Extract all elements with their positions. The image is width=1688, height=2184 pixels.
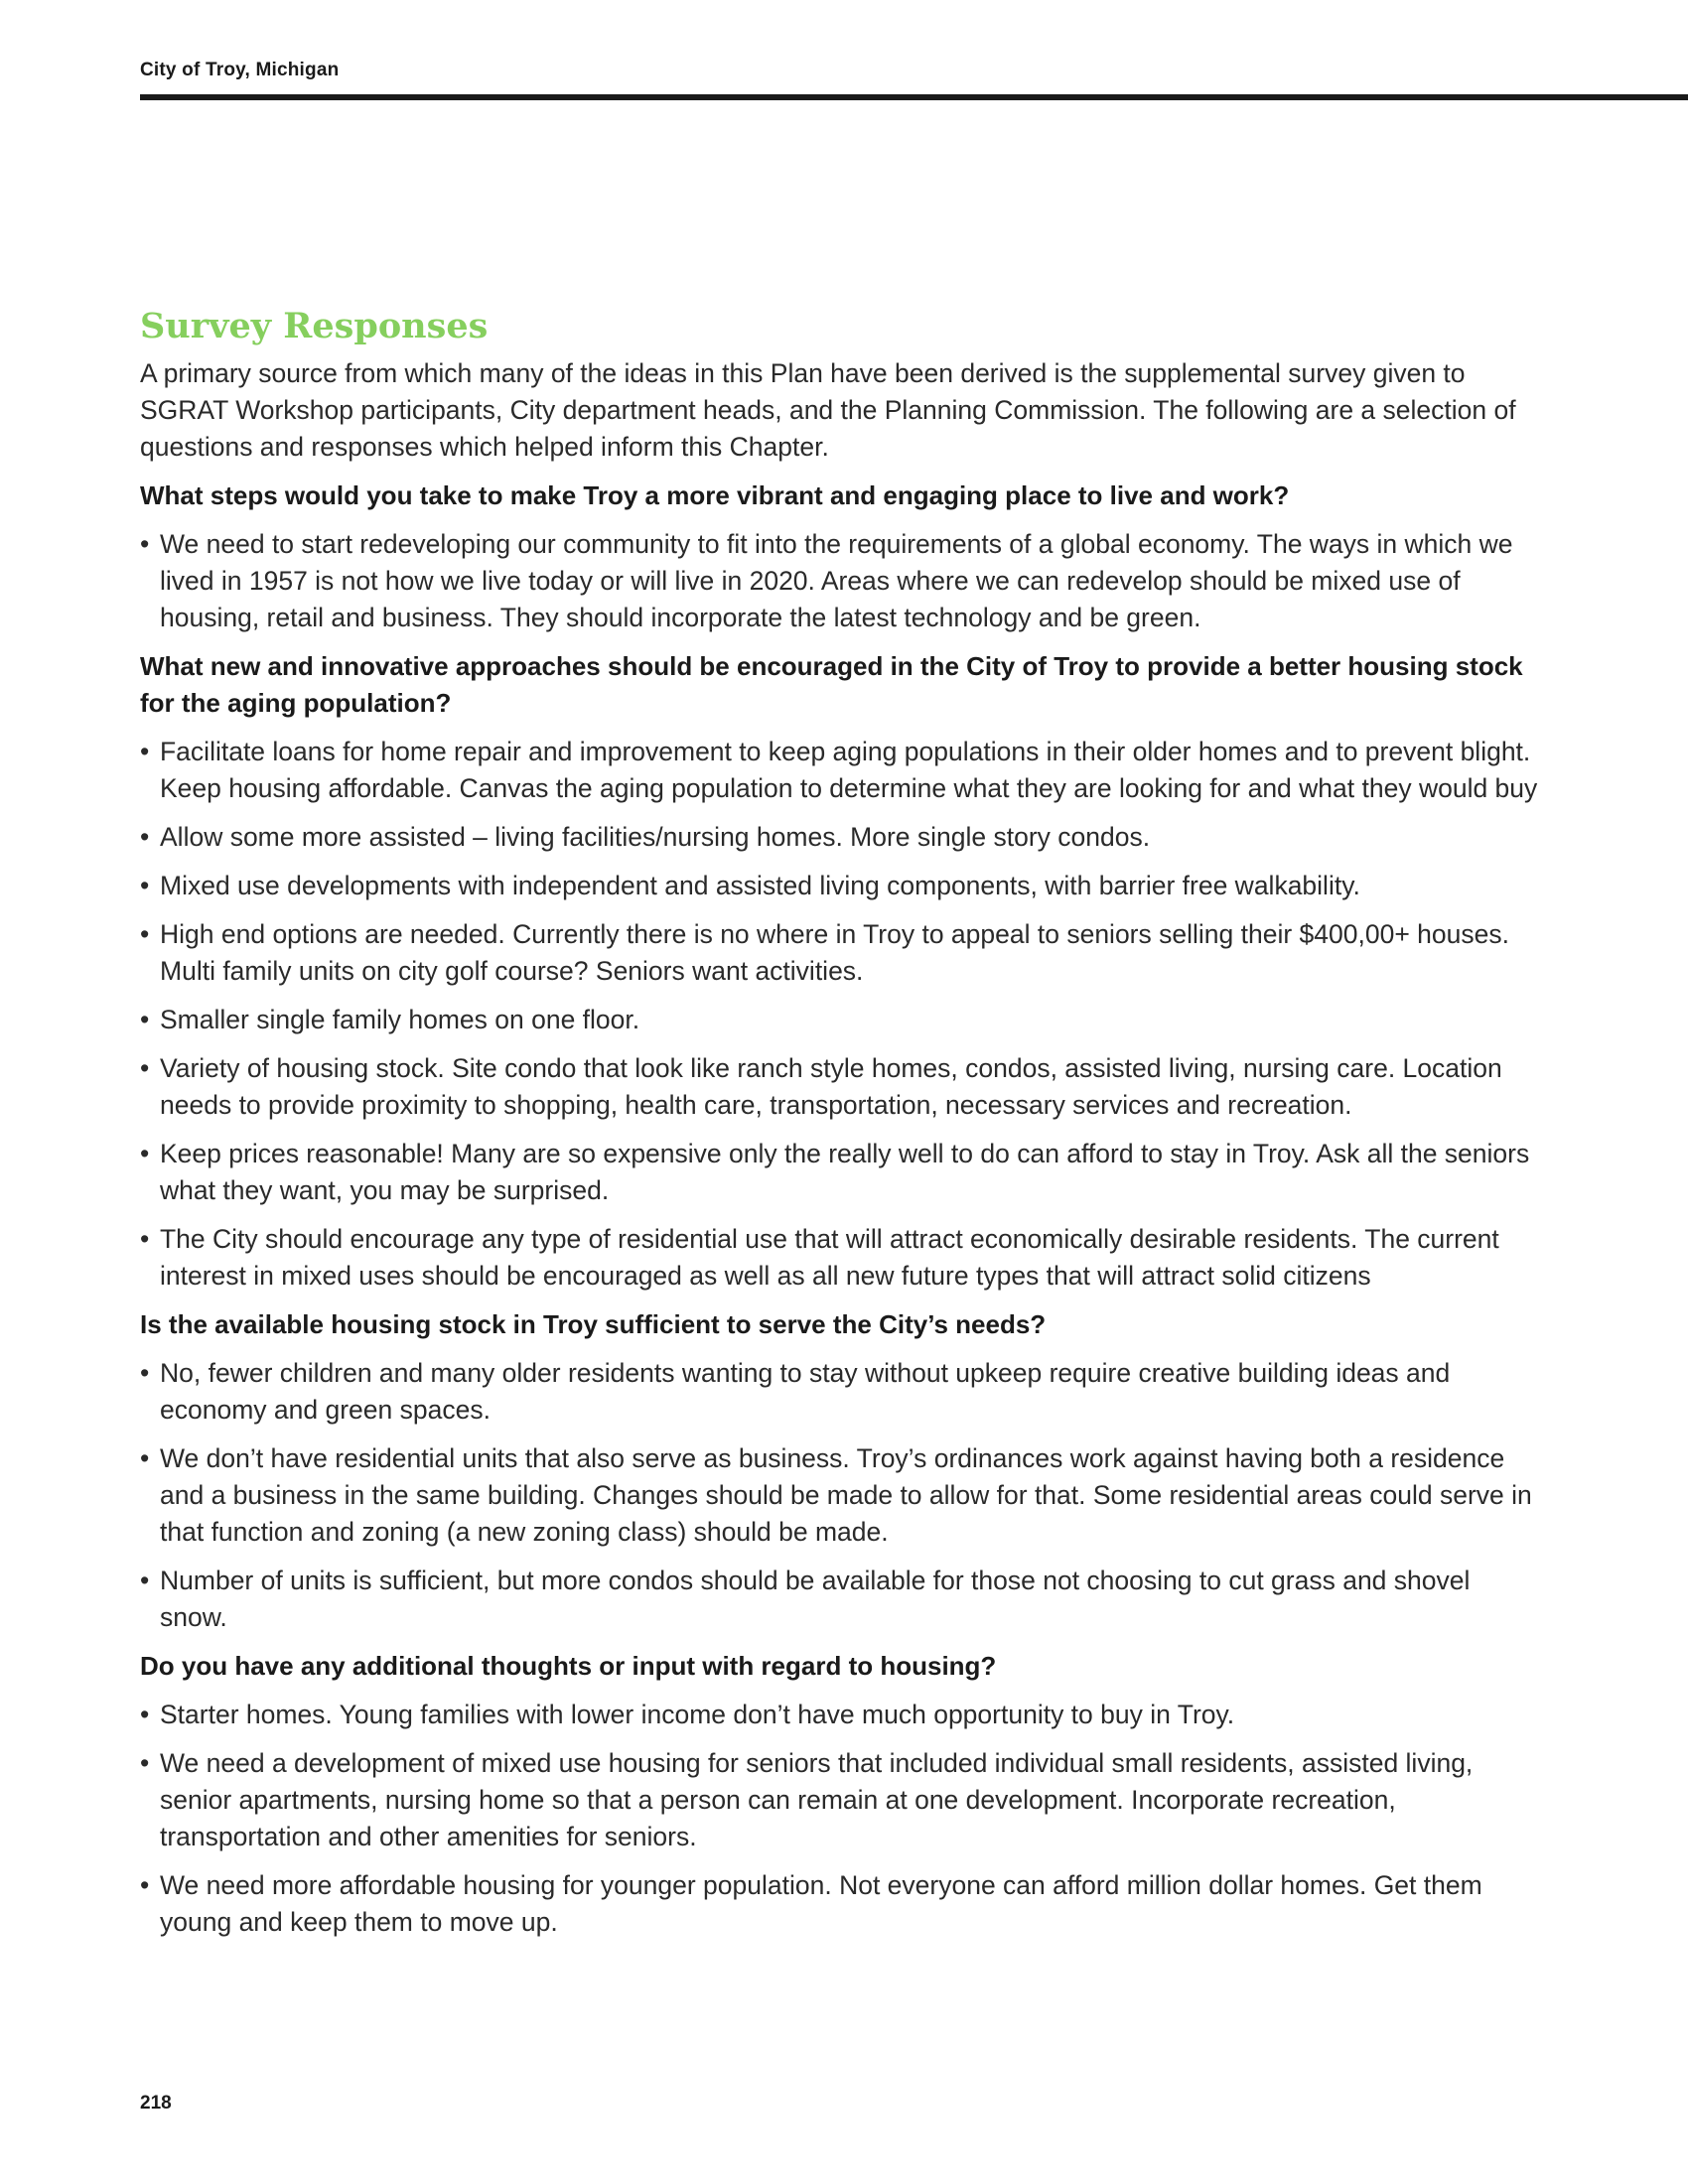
answer-list (140, 526, 1540, 636)
section-title: Survey Responses (140, 306, 489, 346)
bullet-icon: • (140, 737, 150, 766)
bullet-icon: • (140, 919, 150, 949)
answer-text: Facilitate loans for home repair and improvement to keep aging populations in their older homes and to prevent blight. Keep housing affordable. Canvas the aging population to determine what they are looking for and what they would buy (160, 737, 1538, 803)
answer-text: Starter homes. Young families with lower income don’t have much opportunity to buy in Troy. (160, 1700, 1235, 1729)
answer-text: The City should encourage any type of residential use that will attract economically desirable residents. The current interest in mixed uses should be encouraged as well as all new future types that will attract solid citizens (160, 1224, 1499, 1291)
answer-text: Number of units is sufficient, but more condos should be available for those not choosing to cut grass and shovel snow. (160, 1566, 1471, 1632)
bullet-icon: • (140, 871, 150, 900)
answer-item (140, 1440, 1540, 1551)
answer-item (140, 734, 1540, 807)
answer-item (140, 1050, 1540, 1124)
answer-text: We need to start redeveloping our community to fit into the requirements of a global economy. The ways in which we lived in 1957 is not how we live today or will live in 2020. Areas where we can redevelop should be mixed use of housing, retail and business. They should incorporate the latest technology and be green. (160, 529, 1513, 632)
answer-text: Keep prices reasonable! Many are so expensive only the really well to do can afford to stay in Troy. Ask all the seniors what they want, you may be surprised. (160, 1139, 1530, 1205)
answer-item (140, 1355, 1540, 1429)
header-rule (140, 94, 1688, 100)
answer-item (140, 1745, 1540, 1855)
header-label: City of Troy, Michigan (140, 60, 340, 80)
answer-item (140, 868, 1540, 904)
answer-text: We don’t have residential units that also serve as business. Troy’s ordinances work against having both a residence and a business in the same building. Changes should be made to allow for that. Some residential areas could serve in that function and zoning (a new zoning class) should be made. (160, 1443, 1532, 1547)
qa-container (140, 478, 1540, 1941)
answer-text: We need more affordable housing for younger population. Not everyone can afford million dollar homes. Get them young and keep them to move up. (160, 1870, 1482, 1937)
answer-text: Mixed use developments with independent and assisted living components, with barrier free walkability. (160, 871, 1360, 900)
page-number: 218 (140, 2093, 172, 2114)
bullet-icon: • (140, 529, 150, 559)
answer-item (140, 1697, 1540, 1733)
answer-item (140, 1563, 1540, 1636)
answer-text: Allow some more assisted – living facilities/nursing homes. More single story condos. (160, 822, 1151, 852)
answer-item (140, 1867, 1540, 1941)
bullet-icon: • (140, 822, 150, 852)
main-content (140, 304, 1540, 1941)
question-block (140, 1648, 1540, 1941)
answer-item (140, 1221, 1540, 1295)
answer-text: We need a development of mixed use housing for seniors that included individual small residents, assisted living, senior apartments, nursing home so that a person can remain at one development. Incorporate recreation, transportation and other amenities for seniors. (160, 1748, 1474, 1851)
answer-item (140, 1002, 1540, 1038)
bullet-icon: • (140, 1566, 150, 1595)
bullet-icon: • (140, 1748, 150, 1778)
question-heading: Is the available housing stock in Troy sufficient to serve the City’s needs? (140, 1309, 1047, 1339)
bullet-icon: • (140, 1224, 150, 1254)
bullet-icon: • (140, 1443, 150, 1473)
answer-list (140, 734, 1540, 1295)
bullet-icon: • (140, 1870, 150, 1900)
answer-item (140, 819, 1540, 856)
answer-item (140, 1136, 1540, 1209)
question-heading: What steps would you take to make Troy a more vibrant and engaging place to live and work? (140, 480, 1290, 510)
answer-text: Variety of housing stock. Site condo that look like ranch style homes, condos, assisted living, nursing care. Location needs to provide proximity to shopping, health care, transportation, necessary services and recreation. (160, 1053, 1502, 1120)
answer-text: No, fewer children and many older residents wanting to stay without upkeep require creative building ideas and economy and green spaces. (160, 1358, 1451, 1425)
question-block (140, 648, 1540, 1295)
bullet-icon: • (140, 1700, 150, 1729)
bullet-icon: • (140, 1005, 150, 1034)
question-block (140, 478, 1540, 636)
bullet-icon: • (140, 1358, 150, 1388)
bullet-icon: • (140, 1053, 150, 1083)
question-heading: Do you have any additional thoughts or input with regard to housing? (140, 1651, 997, 1681)
answer-list (140, 1355, 1540, 1636)
answer-item (140, 916, 1540, 990)
answer-text: Smaller single family homes on one floor. (160, 1005, 640, 1034)
answer-list (140, 1697, 1540, 1941)
question-heading: What new and innovative approaches should be encouraged in the City of Troy to provide a better housing stock for the aging population? (140, 651, 1523, 718)
intro-paragraph: A primary source from which many of the ideas in this Plan have been derived is the supplemental survey given to SGRAT Workshop participants, City department heads, and the Planning Commission. The following are a selection of questions and responses which helped inform this Chapter. (140, 358, 1516, 462)
answer-text: High end options are needed. Currently there is no where in Troy to appeal to seniors selling their $400,00+ houses. Multi family units on city golf course? Seniors want activities. (160, 919, 1509, 986)
answer-item (140, 526, 1540, 636)
question-block (140, 1306, 1540, 1636)
bullet-icon: • (140, 1139, 150, 1168)
